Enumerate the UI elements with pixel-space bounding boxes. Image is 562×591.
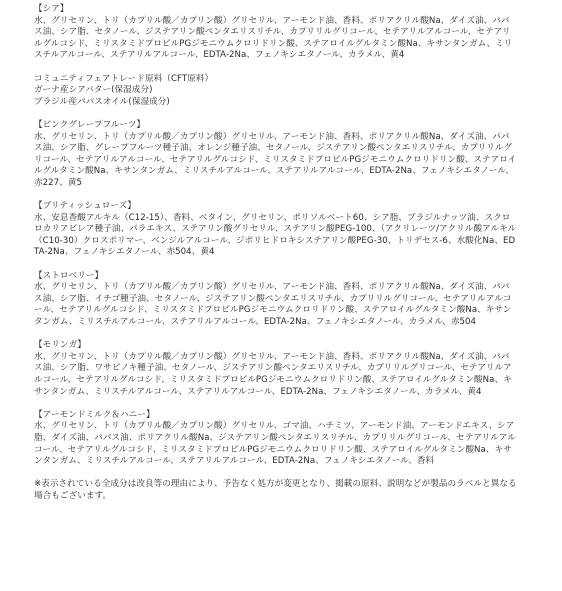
section-moringa xyxy=(34,340,518,398)
credit-line: ブラジル産パパスオイル(保湿成分) xyxy=(34,96,170,107)
disclaimer-footnote: ※表示されている全成分は改良等の理由により、予告なく処方が変更となり、掲載の原料、説明などが製品のラベルと異なる場合もございます。 xyxy=(34,479,517,501)
section-shea xyxy=(34,4,518,62)
section-title: 【ブリティッシュローズ】 xyxy=(34,201,136,212)
ingredient-list-document xyxy=(34,4,518,503)
credit-line: ガーナ産シアバター(保湿成分) xyxy=(34,85,153,96)
ingredient-text: 水、グリセリン、トリ（カプリル酸／カプリン酸）グリセリル、アーモンド油、香料、ポリアクリル酸Na、ダイズ油、パパス油、シア脂、イチゴ種子油、セタノール、ジステアリン酸ペンタエリスリチル、カプリリルグリコール、セテアリルアルコール、セテアリルグルコシド、ミリスタミドプロピルPGジモニウムクロリドリン酸、ステアロイルグルタミン酸Na、キサンタンガム、ミリスチルアルコール、ステアリルアルコール、EDTA-2Na、フェノキシエタノール、カラメル、赤504 xyxy=(34,282,512,328)
section-title: 【モリンガ】 xyxy=(34,340,86,351)
credit-line: コミュニティフェアトレード原料（CFT原料） xyxy=(34,73,214,84)
ingredient-text: 水、安息香酸アルキル（C12-15）、香料、ベタイン、グリセリン、ポリソルベート60、シア脂、ブラジルナッツ油、スクロロカリアビレア種子油、パラエキス、ステアリン酸グリセリル、ステアリン酸PEG-100、（アクリレーツ/アクリル酸アルキル（C10-30）クロスポリマー、ベンジルアルコール、ジポリヒドロキシステアリン酸PEG-30、トリデセス-6、水酸化Na、EDTA-2Na、フェノキシエタノール、赤504、黄4 xyxy=(34,212,517,258)
section-title: 【アーモンドミルク＆ハニー】 xyxy=(34,409,155,420)
ingredient-text: 水、グリセリン、トリ（カプリル酸／カプリン酸）グリセリル、アーモンド油、香料、ポリアクリル酸Na、ダイズ油、パパス油、シア脂、セタノール、ジステアリン酸ペンタエリスリチル、カプリリルグリコール、セテアリルアルコール、セテアリルグルコシド、ミリスタミドプロピルPGジモニウムクロリドリン酸、ステアロイルグルタミン酸Na、キサンタンガム、ミリスチルアルコール、ステアリルアルコール、EDTA-2Na、フェノキシエタノール、カラメル、黄4 xyxy=(34,15,513,61)
section-title: 【シア】 xyxy=(34,4,69,14)
fair-trade-credits xyxy=(34,74,518,109)
ingredient-text: 水、グリセリン、トリ（カプリル酸／カプリン酸）グリセリル、アーモンド油、香料、ポリアクリル酸Na、ダイズ油、パパス油、シア脂、ワサビノキ種子油、セタノール、ジステアリン酸ペンタエリスリチル、カプリリルグリコール、セテアリルアルコール、セテアリルグルコシド、ミリスタミドプロピルPGジモニウムクロリドリン酸、ステアロイルグルタミン酸Na、キサンタンガム、ミリスチルアルコール、ステアリルアルコール、EDTA-2Na、フェノキシエタノール、カラメル、黄4 xyxy=(34,351,512,397)
section-title: 【ストロベリー】 xyxy=(34,270,104,281)
section-almond-milk-honey xyxy=(34,410,518,468)
section-strawberry xyxy=(34,271,518,329)
ingredient-text: 水、グリセリン、トリ（カプリル酸／カプリン酸）グリセリル、アーモンド油、香料、ポリアクリル酸Na、ダイズ油、パパス油、シア脂、グレープフルーツ種子油、オレンジ種子油、セタノール、ジステアリン酸ペンタエリスリチル、カプリリルグリコール、セテアリルアルコール、セテアリルグルコシド、ミリスタミドプロピルPGジモニウムクロリドリン酸、ステアロイルグルタミン酸Na、キサンタンガム、ミリスチルアルコール、ステアリルアルコール、EDTA-2Na、フェノキシエタノール、赤227、黄5 xyxy=(34,131,517,188)
section-british-rose xyxy=(34,201,518,259)
section-title: 【ピンクグレープフルーツ】 xyxy=(34,119,146,130)
ingredient-text: 水、グリセリン、トリ（カプリル酸／カプリン酸）グリセリル、ゴマ油、ハチミツ、アーモンド油、アーモンドエキス、シア脂、ダイズ油、パパス油、ポリアクリル酸Na、ジステアリン酸ペンタエリスリチル、カプリリルグリコール、セテアリルアルコール、セテアリルグルコシド、ミリスタミドプロピルPGジモニウムクロリドリン酸、ステアロイルグルタミン酸Na、キサンタンガム、ミリスチルアルコール、ステアリルアルコール、EDTA-2Na、フェノキシエタノール、香料 xyxy=(34,421,516,467)
section-pink-grapefruit xyxy=(34,120,518,190)
